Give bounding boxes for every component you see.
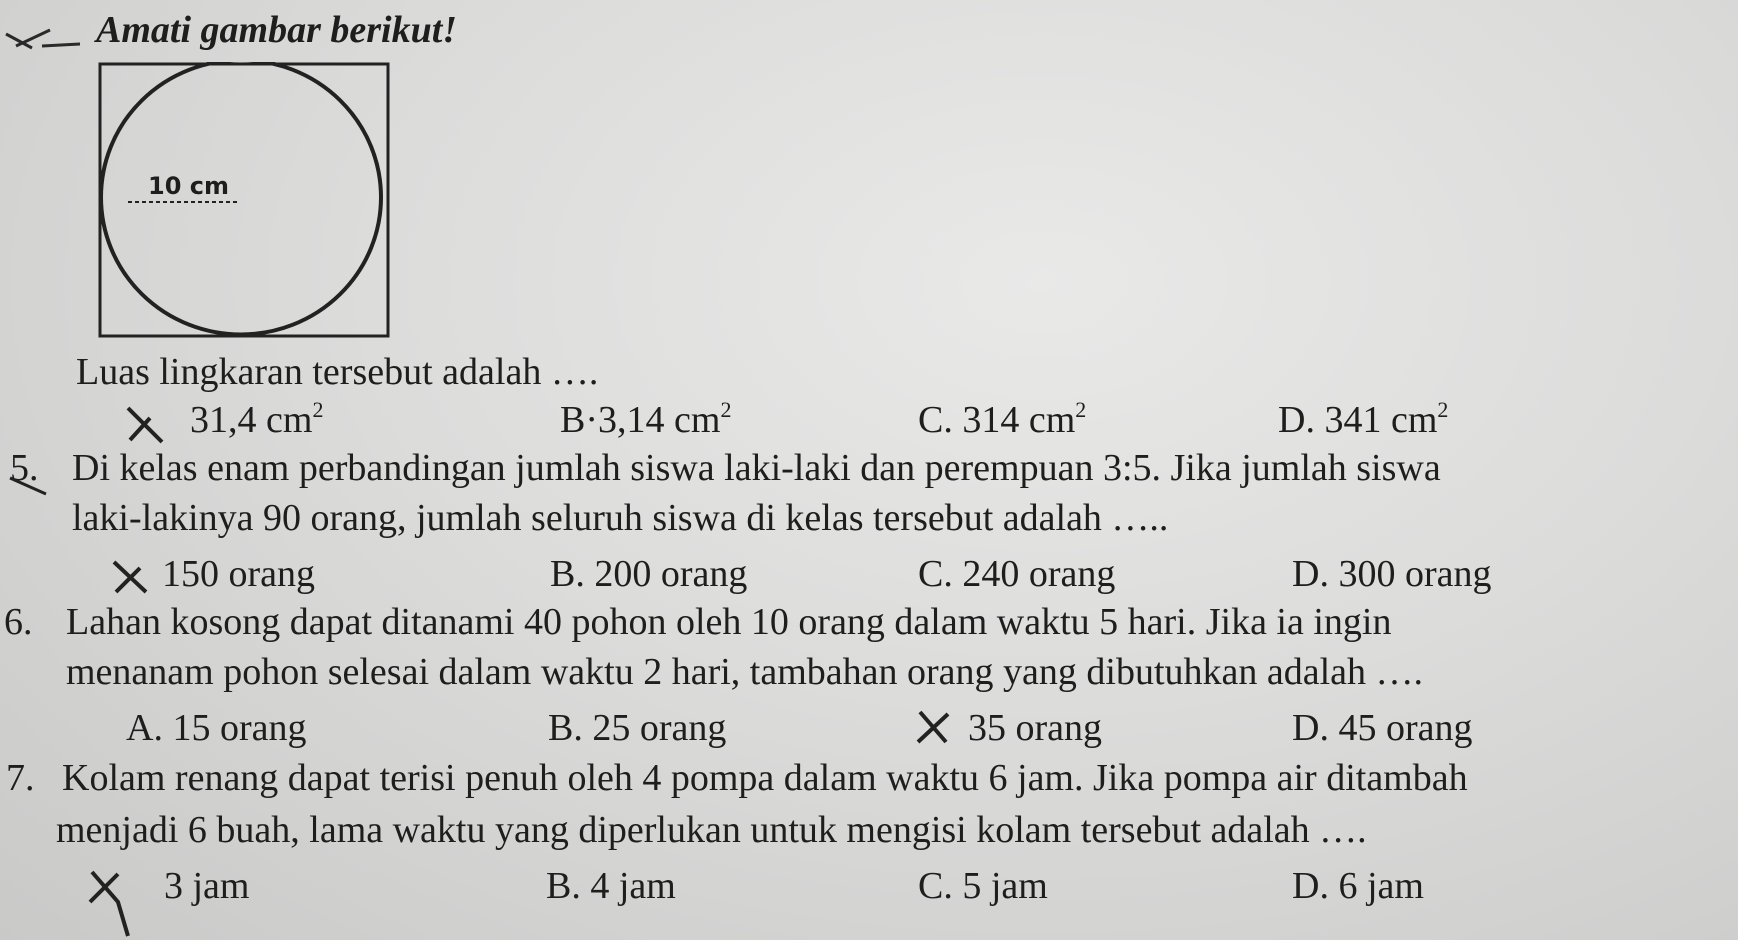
radius-label: 10 cm (148, 172, 229, 200)
question7-line1: Kolam renang dapat terisi penuh oleh 4 pompa dalam waktu 6 jam. Jika pompa air ditambah (62, 757, 1468, 799)
option-value: 45 orang (1338, 707, 1473, 749)
question6-option-d (1292, 706, 1472, 750)
option-value: 3,14 cm (598, 399, 721, 441)
answer-cross-mark (110, 558, 160, 598)
option-value: 6 jam (1338, 865, 1424, 907)
question4-option-c (918, 398, 1086, 442)
instruction-heading: Amati gambar berikut! (96, 9, 458, 51)
option-label: B. (550, 553, 585, 595)
option-label: D. (1278, 399, 1315, 441)
question6-number: 6. (4, 601, 33, 643)
option-label: B. (546, 865, 581, 907)
question7-option-a (164, 864, 249, 908)
option-label: B· (560, 399, 598, 441)
option-label: D. (1292, 553, 1329, 595)
question5-option-d (1292, 552, 1491, 596)
option-label: C. (918, 399, 953, 441)
question4-option-d (1278, 398, 1448, 442)
option-exponent: 2 (1437, 397, 1449, 422)
question6-line2: menanam pohon selesai dalam waktu 2 hari, tambahan orang yang dibutuhkan adalah …. (66, 651, 1424, 693)
option-value: 300 orang (1338, 553, 1492, 595)
question6-option-c (968, 706, 1102, 750)
square-circle-figure (98, 62, 390, 340)
question5-line1: Di kelas enam perbandingan jumlah siswa laki-laki dan perempuan 3:5. Jika jumlah siswa (72, 447, 1441, 489)
option-value: 31,4 cm (190, 399, 313, 441)
pen-cross-mark (2, 22, 82, 52)
option-value: 3 jam (164, 865, 250, 907)
question7-option-b (546, 864, 676, 908)
answer-cross-mark (124, 404, 168, 446)
option-value: 15 orang (172, 707, 307, 749)
option-label: C. (918, 865, 953, 907)
answer-cross-mark (914, 708, 962, 748)
question5-option-a (162, 552, 315, 596)
option-value: 200 orang (594, 553, 748, 595)
option-label: A. (126, 707, 163, 749)
question7-line2: menjadi 6 buah, lama waktu yang diperlukan untuk mengisi kolam tersebut adalah …. (56, 809, 1367, 851)
question5-line2: laki-lakinya 90 orang, jumlah seluruh siswa di kelas tersebut adalah ….. (72, 497, 1169, 539)
option-value: 150 orang (162, 553, 316, 595)
question7-option-c (918, 864, 1048, 908)
option-exponent: 2 (312, 397, 324, 422)
option-value: 25 orang (592, 707, 727, 749)
answer-cross-mark (84, 866, 146, 940)
number-tick-mark (6, 470, 66, 510)
question4-text: Luas lingkaran tersebut adalah …. (76, 351, 599, 393)
question4-option-b (560, 398, 731, 442)
option-exponent: 2 (720, 397, 732, 422)
question4-option-a (190, 398, 323, 442)
option-label: C. (918, 553, 953, 595)
question5-option-b (550, 552, 747, 596)
option-label: B. (548, 707, 583, 749)
question7-option-d (1292, 864, 1424, 908)
option-label: D. (1292, 707, 1329, 749)
option-value: 341 cm (1324, 399, 1438, 441)
option-value: 4 jam (590, 865, 676, 907)
option-value: 5 jam (962, 865, 1048, 907)
question6-option-b (548, 706, 726, 750)
question5-number: 5. (10, 447, 39, 489)
option-value: 314 cm (962, 399, 1076, 441)
option-exponent: 2 (1075, 397, 1087, 422)
option-label: D. (1292, 865, 1329, 907)
question5-option-c (918, 552, 1115, 596)
option-value: 35 orang (968, 707, 1103, 749)
question6-line1: Lahan kosong dapat ditanami 40 pohon oleh 10 orang dalam waktu 5 hari. Jika ia ingin (66, 601, 1392, 643)
question6-option-a (126, 706, 306, 750)
option-value: 240 orang (962, 553, 1116, 595)
question7-number: 7. (6, 757, 35, 799)
